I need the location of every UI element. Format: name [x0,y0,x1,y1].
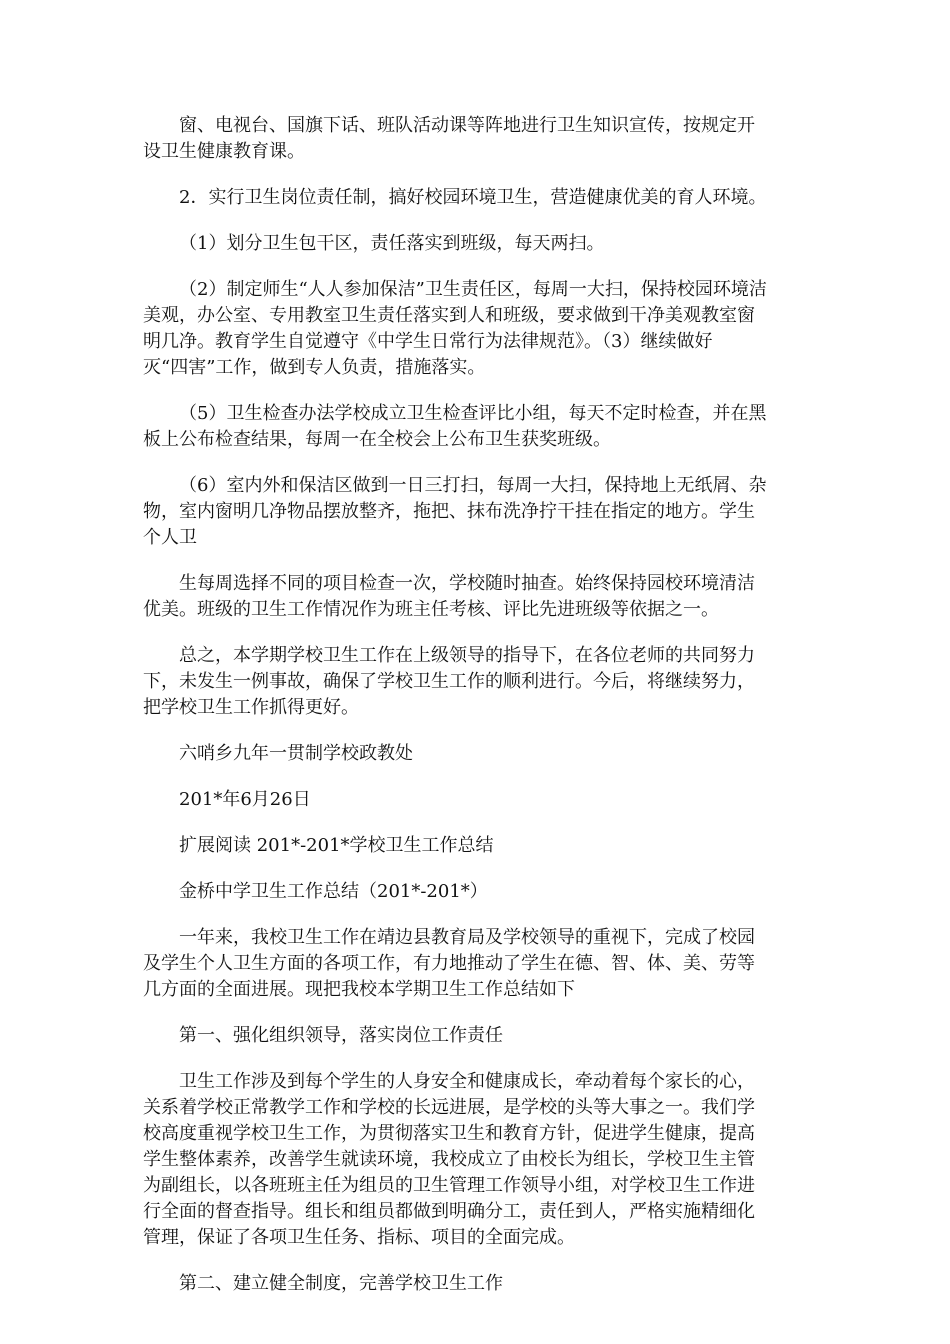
text-line: （6）室内外和保洁区做到一日三打扫，每周一大扫，保持地上无纸屑、杂 [179,475,767,496]
paragraph [143,1069,808,1251]
text-line: 生每周选择不同的项目检查一次，学校随时抽查。始终保持园校环境清洁 [179,573,755,594]
paragraph [143,473,808,551]
text-line: 金桥中学卫生工作总结（201*-201*） [179,881,488,902]
paragraph [143,741,808,767]
paragraph [143,643,808,721]
text-line: 优美。班级的卫生工作情况作为班主任考核、评比先进班级等依据之一。 [143,599,719,620]
text-line: （5）卫生检查办法学校成立卫生检查评比小组，每天不定时检查，并在黑 [179,403,767,424]
text-line: 灭“四害”工作，做到专人负责，措施落实。 [143,357,486,378]
text-line: 及学生个人卫生方面的各项工作，有力地推动了学生在德、智、体、美、劳等 [143,953,755,974]
text-line: 第一、强化组织领导，落实岗位工作责任 [179,1025,503,1046]
text-line: 美观，办公室、专用教室卫生责任落实到人和班级，要求做到干净美观教室窗 [143,305,755,326]
paragraph [143,277,808,381]
paragraph [143,879,808,905]
text-line: 六哨乡九年一贯制学校政教处 [179,743,413,764]
document-body [143,113,808,1297]
text-line: 下，未发生一例事故，确保了学校卫生工作的顺利进行。今后，将继续努力， [143,671,755,692]
text-line: 设卫生健康教育课。 [143,141,305,162]
text-line: 校高度重视学校卫生工作，为贯彻落实卫生和教育方针，促进学生健康，提高 [143,1123,755,1144]
paragraph [143,231,808,257]
text-line: （1）划分卫生包干区，责任落实到班级，每天两扫。 [179,233,605,254]
paragraph [143,571,808,623]
text-line: 一年来，我校卫生工作在靖边县教育局及学校领导的重视下，完成了校园 [179,927,755,948]
document-page [143,113,808,1317]
text-line: 扩展阅读 201*-201*学校卫生工作总结 [179,835,494,856]
text-line: （2）制定师生“人人参加保洁”卫生责任区，每周一大扫，保持校园环境洁 [179,279,767,300]
paragraph [143,185,808,211]
text-line: 学生整体素养，改善学生就读环境，我校成立了由校长为组长，学校卫生主管 [143,1149,755,1170]
paragraph [143,1271,808,1297]
text-line: 为副组长，以各班班主任为组员的卫生管理工作领导小组，对学校卫生工作进 [143,1175,755,1196]
text-line: 关系着学校正常教学工作和学校的长远进展，是学校的头等大事之一。我们学 [143,1097,755,1118]
text-line: 几方面的全面进展。现把我校本学期卫生工作总结如下 [143,979,575,1000]
paragraph [143,833,808,859]
text-line: 窗、电视台、国旗下话、班队活动课等阵地进行卫生知识宣传，按规定开 [179,115,755,136]
text-line: 把学校卫生工作抓得更好。 [143,697,359,718]
paragraph [143,1023,808,1049]
text-line: 2．实行卫生岗位责任制，搞好校园环境卫生，营造健康优美的育人环境。 [179,187,767,208]
text-line: 明几净。教育学生自觉遵守《中学生日常行为法律规范》。（3）继续做好 [143,331,713,352]
text-line: 物，室内窗明几净物品摆放整齐，拖把、抹布洗净拧干挂在指定的地方。学生 [143,501,755,522]
text-line: 201*年6月26日 [179,789,311,810]
text-line: 管理，保证了各项卫生任务、指标、项目的全面完成。 [143,1227,575,1248]
text-line: 卫生工作涉及到每个学生的人身安全和健康成长，牵动着每个家长的心， [179,1071,755,1092]
paragraph [143,401,808,453]
text-line: 个人卫 [143,527,197,548]
text-line: 总之，本学期学校卫生工作在上级领导的指导下，在各位老师的共同努力 [179,645,755,666]
paragraph [143,787,808,813]
text-line: 行全面的督查指导。组长和组员都做到明确分工，责任到人，严格实施精细化 [143,1201,755,1222]
paragraph [143,113,808,165]
paragraph [143,925,808,1003]
text-line: 第二、建立健全制度，完善学校卫生工作 [179,1273,503,1294]
text-line: 板上公布检查结果，每周一在全校会上公布卫生获奖班级。 [143,429,611,450]
